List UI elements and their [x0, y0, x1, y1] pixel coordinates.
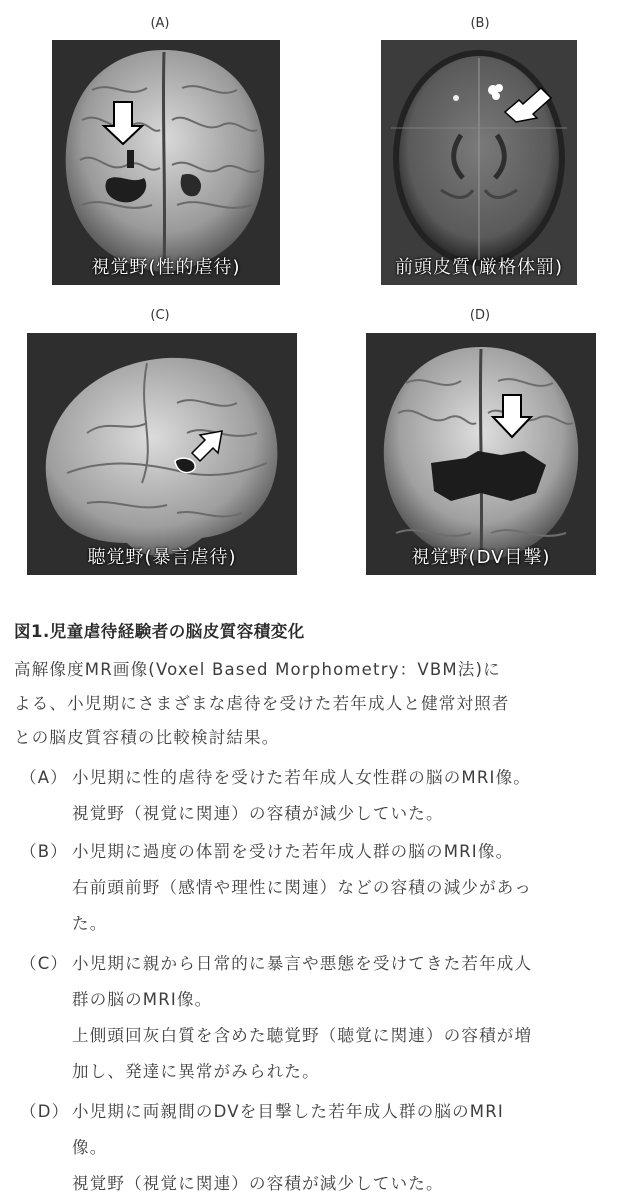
item-b-line-2: 右前頭前野（感情や理性に関連）などの容積の減少があっ	[72, 878, 533, 897]
panel-d-brain-image	[366, 333, 596, 575]
panel-b-label: (B)	[470, 16, 490, 31]
item-a-line-1: 小児期に性的虐待を受けた若年成人女性群の脳のMRI像。	[72, 768, 531, 787]
item-c-line-3: 上側頭回灰白質を含めた聴覚野（聴覚に関連）の容積が増	[72, 1026, 533, 1045]
item-c-key: （C）	[20, 954, 69, 973]
item-a-line-2: 視覚野（視覚に関連）の容積が減少していた。	[72, 804, 444, 823]
panel-a-brain-image	[52, 40, 280, 285]
item-d-line-1: 小児期に両親間のDVを目撃した若年成人群の脳のMRI	[72, 1102, 504, 1121]
panel-d-caption: 視覚野(DV目撃)	[411, 547, 551, 568]
figure-title: 図1.児童虐待経験者の脳皮質容積変化	[14, 622, 305, 641]
panel-d-label: (D)	[469, 308, 491, 323]
item-d-line-2: 像。	[72, 1138, 108, 1157]
panel-a-label: (A)	[150, 16, 170, 31]
item-c-line-4: 加し、発達に異常がみられた。	[72, 1062, 320, 1081]
item-b-key: （B）	[20, 842, 68, 861]
panel-c-caption: 聴覚野(暴言虐待)	[87, 547, 237, 568]
panel-c-brain-image	[27, 333, 297, 575]
item-b-line-3: た。	[72, 914, 108, 933]
item-d-key: （D）	[20, 1102, 70, 1121]
panel-a-caption: 視覚野(性的虐待)	[91, 257, 241, 278]
item-a-key: （A）	[20, 768, 68, 787]
intro-line-3: との脳皮質容積の比較検討結果。	[14, 728, 280, 747]
panel-b-brain-image	[381, 40, 577, 285]
intro-line-2: よる、小児期にさまざまな虐待を受けた若年成人と健常対照者	[14, 694, 510, 713]
panel-c-label: (C)	[150, 308, 170, 323]
item-d-line-3: 視覚野（視覚に関連）の容積が減少していた。	[72, 1174, 444, 1193]
panel-b-caption: 前頭皮質(厳格体罰)	[394, 257, 564, 278]
intro-line-1: 高解像度MR画像(Voxel Based Morphometry：VBM法)に	[14, 660, 501, 679]
item-c-line-1: 小児期に親から日常的に暴言や悪態を受けてきた若年成人	[72, 954, 533, 973]
item-b-line-1: 小児期に過度の体罰を受けた若年成人群の脳のMRI像。	[72, 842, 514, 861]
item-c-line-2: 群の脳のMRI像。	[72, 990, 213, 1009]
